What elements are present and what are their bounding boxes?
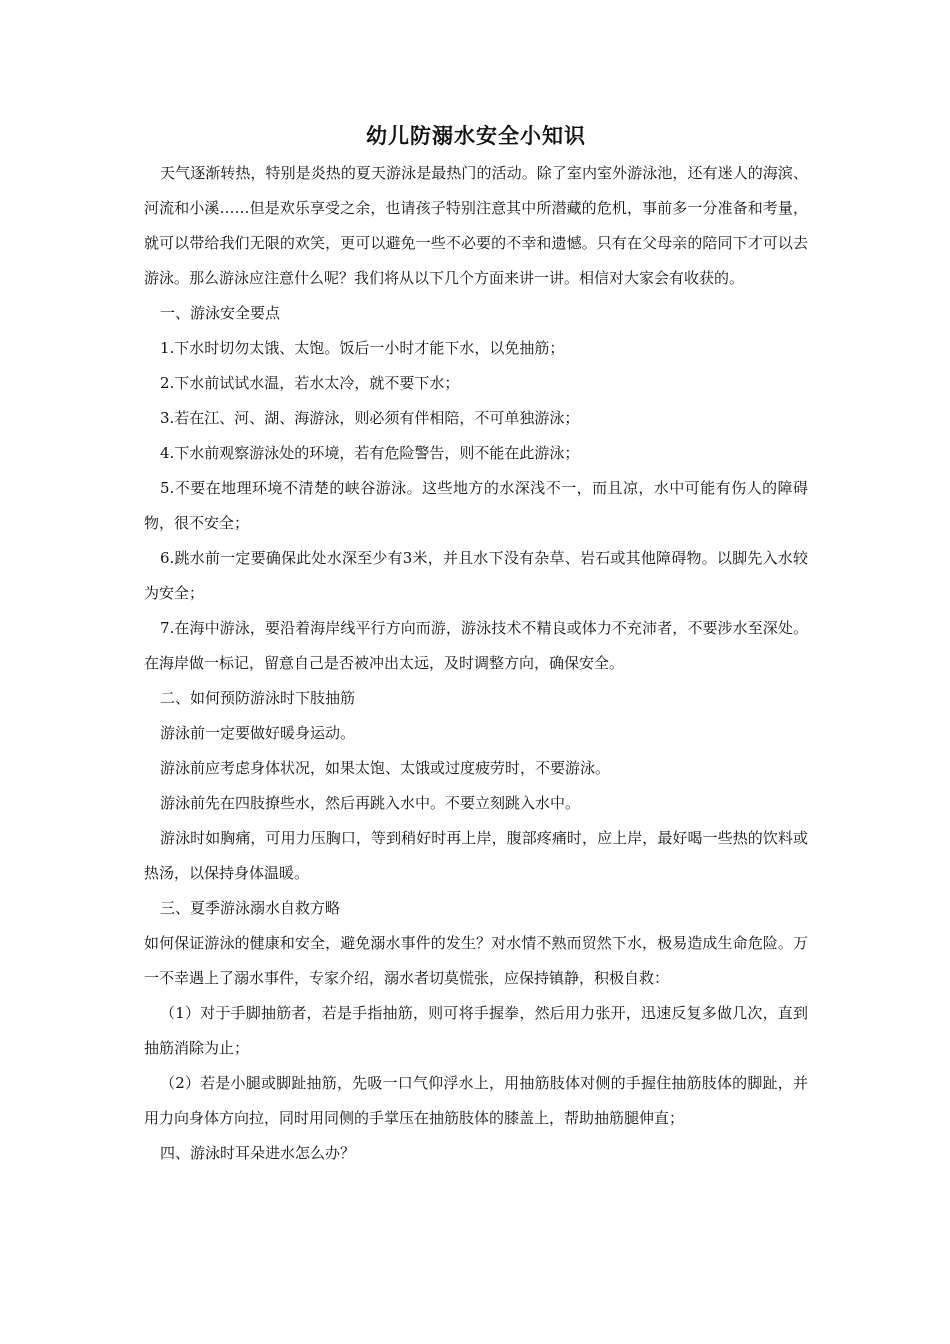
list-item: 6.跳水前一定要确保此处水深至少有3米，并且水下没有杂草、岩石或其他障碍物。以脚先入水较为安全； (144, 549, 808, 602)
body-paragraph: 如何保证游泳的健康和安全，避免溺水事件的发生？对水情不熟而贸然下水，极易造成生命危险。万一不幸遇上了溺水事件，专家介绍，溺水者切莫慌张，应保持镇静，积极自救： (144, 934, 808, 987)
list-item: 3.若在江、河、湖、海游泳，则必须有伴相陪，不可单独游泳； (160, 409, 580, 427)
intro-paragraph: 天气逐渐转热，特别是炎热的夏天游泳是最热门的活动。除了室内室外游泳池，还有迷人的海滨、河流和小溪……但是欢乐享受之余，也请孩子特别注意其中所潜藏的危机，事前多一分准备和考量，就可以带给我们无限的欢笑，更可以避免一些不必要的不幸和遗憾。只有在父母亲的陪同下才可以去游泳。那么游泳应注意什么呢？我们将从以下几个方面来讲一讲。相信对大家会有收获的。 (144, 164, 808, 287)
list-item: 2.下水前试试水温，若水太冷，就不要下水； (160, 374, 460, 392)
document-body (144, 118, 808, 1171)
list-item: 5.不要在地理环境不清楚的峡谷游泳。这些地方的水深浅不一，而且凉，水中可能有伤人的障碍物，很不安全； (144, 479, 808, 532)
list-item: 游泳时如胸痛，可用力压胸口，等到稍好时再上岸，腹部疼痛时，应上岸，最好喝一些热的饮料或热汤，以保持身体温暖。 (144, 829, 808, 882)
list-item: 4.下水前观察游泳处的环境，若有危险警告，则不能在此游泳； (160, 444, 580, 462)
section-heading-4: 四、游泳时耳朵进水怎么办？ (160, 1144, 356, 1162)
section-heading-1: 一、游泳安全要点 (160, 304, 281, 322)
list-item: 游泳前一定要做好暖身运动。 (160, 724, 356, 742)
list-item: 7.在海中游泳，要沿着海岸线平行方向而游，游泳技术不精良或体力不充沛者，不要涉水至深处。在海岸做一标记，留意自己是否被冲出太远，及时调整方向，确保安全。 (144, 619, 808, 672)
section-heading-3: 三、夏季游泳溺水自救方略 (160, 899, 341, 917)
document-title: 幼儿防溺水安全小知识 (366, 123, 586, 148)
list-item: （2）若是小腿或脚趾抽筋，先吸一口气仰浮水上，用抽筋肢体对侧的手握住抽筋肢体的脚趾，并用力向身体方向拉，同时用同侧的手掌压在抽筋肢体的膝盖上，帮助抽筋腿伸直； (144, 1074, 808, 1127)
list-item: 游泳前应考虑身体状况，如果太饱、太饿或过度疲劳时，不要游泳。 (160, 759, 611, 777)
list-item: 1.下水时切勿太饿、太饱。饭后一小时才能下水，以免抽筋； (160, 339, 565, 357)
list-item: （1）对于手脚抽筋者，若是手指抽筋，则可将手握拳，然后用力张开，迅速反复多做几次，直到抽筋消除为止； (144, 1004, 808, 1057)
section-heading-2: 二、如何预防游泳时下肢抽筋 (160, 689, 356, 707)
list-item: 游泳前先在四肢撩些水，然后再跳入水中。不要立刻跳入水中。 (160, 794, 581, 812)
